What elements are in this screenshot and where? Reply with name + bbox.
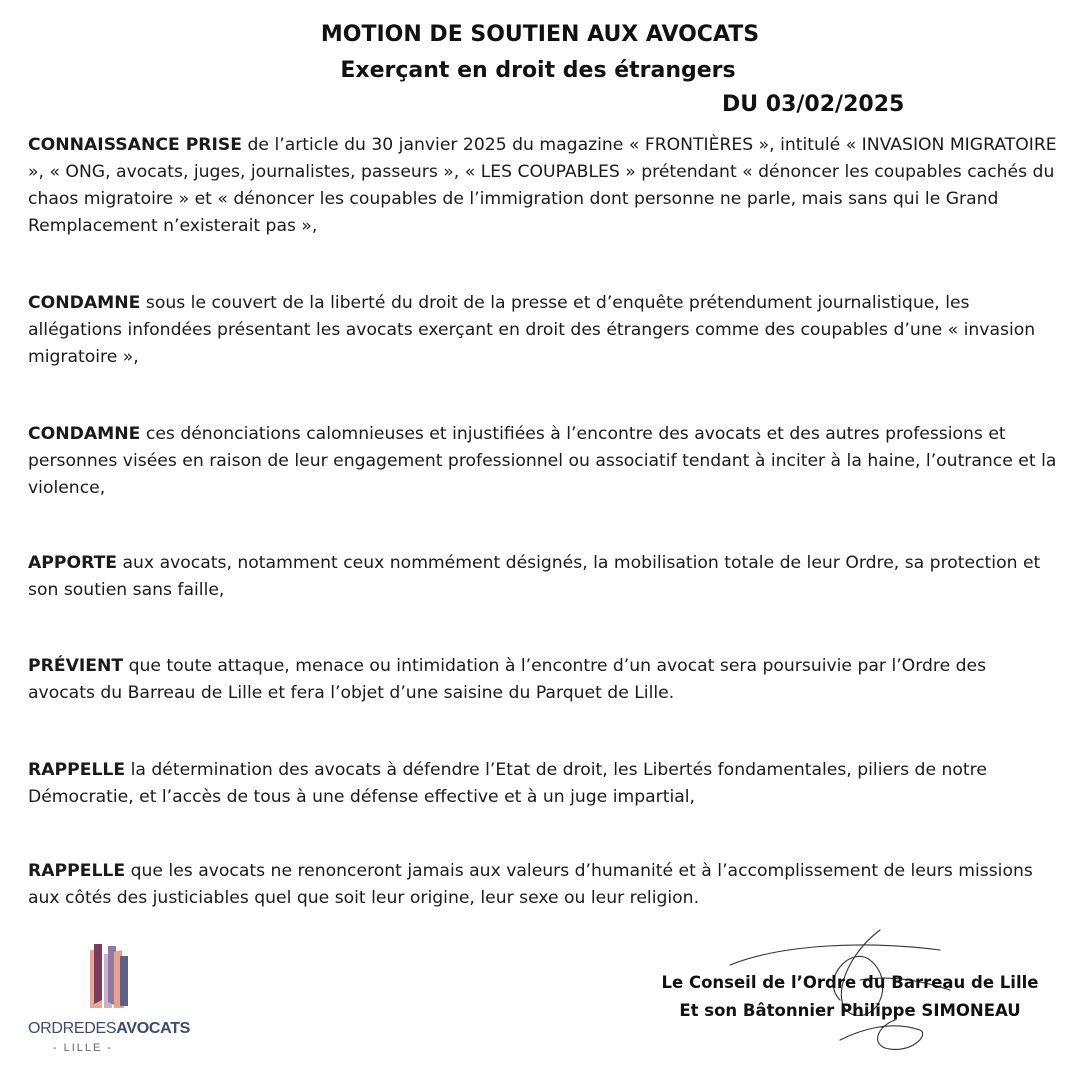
logo-bars-icon xyxy=(28,940,138,1020)
motion-paragraph xyxy=(28,653,1058,707)
logo-bar xyxy=(120,956,128,1006)
paragraph-lead: CONDAMNE xyxy=(28,293,141,313)
paragraph-lead: APPORTE xyxy=(28,553,118,573)
paragraph-text: que toute attaque, menace ou intimidation à l’encontre d’un avocat sera poursuivie par l’Ordre des avocats du Barreau de Lille et fera l’objet d’une saisine du Parquet de Lille. xyxy=(28,656,987,703)
signatory-batonnier: Et son Bâtonnier Philippe SIMONEAU xyxy=(679,1001,1021,1020)
paragraph-text: sous le couvert de la liberté du droit de la presse et d’enquête prétendument journalistique, les allégations infondées présentant les avocats exerçant en droit des étrangers comme des coupables d’une « invasion migratoire », xyxy=(28,293,1036,367)
document-title: MOTION DE SOUTIEN AUX AVOCATS xyxy=(320,22,760,47)
motion-paragraph xyxy=(28,290,1058,371)
paragraph-lead: PRÉVIENT xyxy=(28,656,124,676)
logo-city: - LILLE - xyxy=(52,1042,114,1054)
paragraph-text: que les avocats ne renonceront jamais aux valeurs d’humanité et à l’accomplissement de leurs missions aux côtés des justiciables quel que soit leur origine, leur sexe ou leur religion. xyxy=(28,861,1033,908)
logo-wordmark: ORDREDESAVOCATS xyxy=(28,1020,191,1037)
paragraph-lead: CONNAISSANCE PRISE xyxy=(28,135,243,155)
paragraph-text: ces dénonciations calomnieuses et injustifiées à l’encontre des avocats et des autres professions et personnes visées en raison de leur engagement professionnel ou associatif tendant à inciter à la haine, l’outrance et la violence, xyxy=(28,424,1057,498)
paragraph-lead: RAPPELLE xyxy=(28,760,126,780)
paragraph-lead: RAPPELLE xyxy=(28,861,126,881)
signatory-council: Le Conseil de l’Ordre du Barreau de Lille xyxy=(661,973,1039,992)
motion-paragraph xyxy=(28,858,1058,912)
motion-paragraph xyxy=(28,757,1058,811)
motion-paragraph xyxy=(28,421,1058,502)
document-subtitle: Exerçant en droit des étrangers xyxy=(340,58,736,83)
paragraph-lead: CONDAMNE xyxy=(28,424,141,444)
motion-paragraph xyxy=(28,550,1058,604)
bar-association-logo xyxy=(28,940,198,1060)
motion-paragraph xyxy=(28,132,1058,240)
document-date: DU 03/02/2025 xyxy=(722,92,905,117)
paragraph-text: de l’article du 30 janvier 2025 du magazine « FRONTIÈRES », intitulé « INVASION MIGRATOIRE », « ONG, avocats, juges, journalistes, passeurs », « LES COUPABLES » prétendant « dénoncer les coupables cachés du chaos migratoire » et « dénoncer les coupables de l’immigration dont personne ne parle, mais sans qui le Grand Remplacement n’existerait pas », xyxy=(28,135,1057,236)
paragraph-text: aux avocats, notamment ceux nommément désignés, la mobilisation totale de leur Ordre, sa protection et son soutien sans faille, xyxy=(28,553,1041,600)
logo-bar xyxy=(94,944,102,1004)
paragraph-text: la détermination des avocats à défendre l’Etat de droit, les Libertés fondamentales, piliers de notre Démocratie, et l’accès de tous à une défense effective et à un juge impartial, xyxy=(28,760,987,807)
